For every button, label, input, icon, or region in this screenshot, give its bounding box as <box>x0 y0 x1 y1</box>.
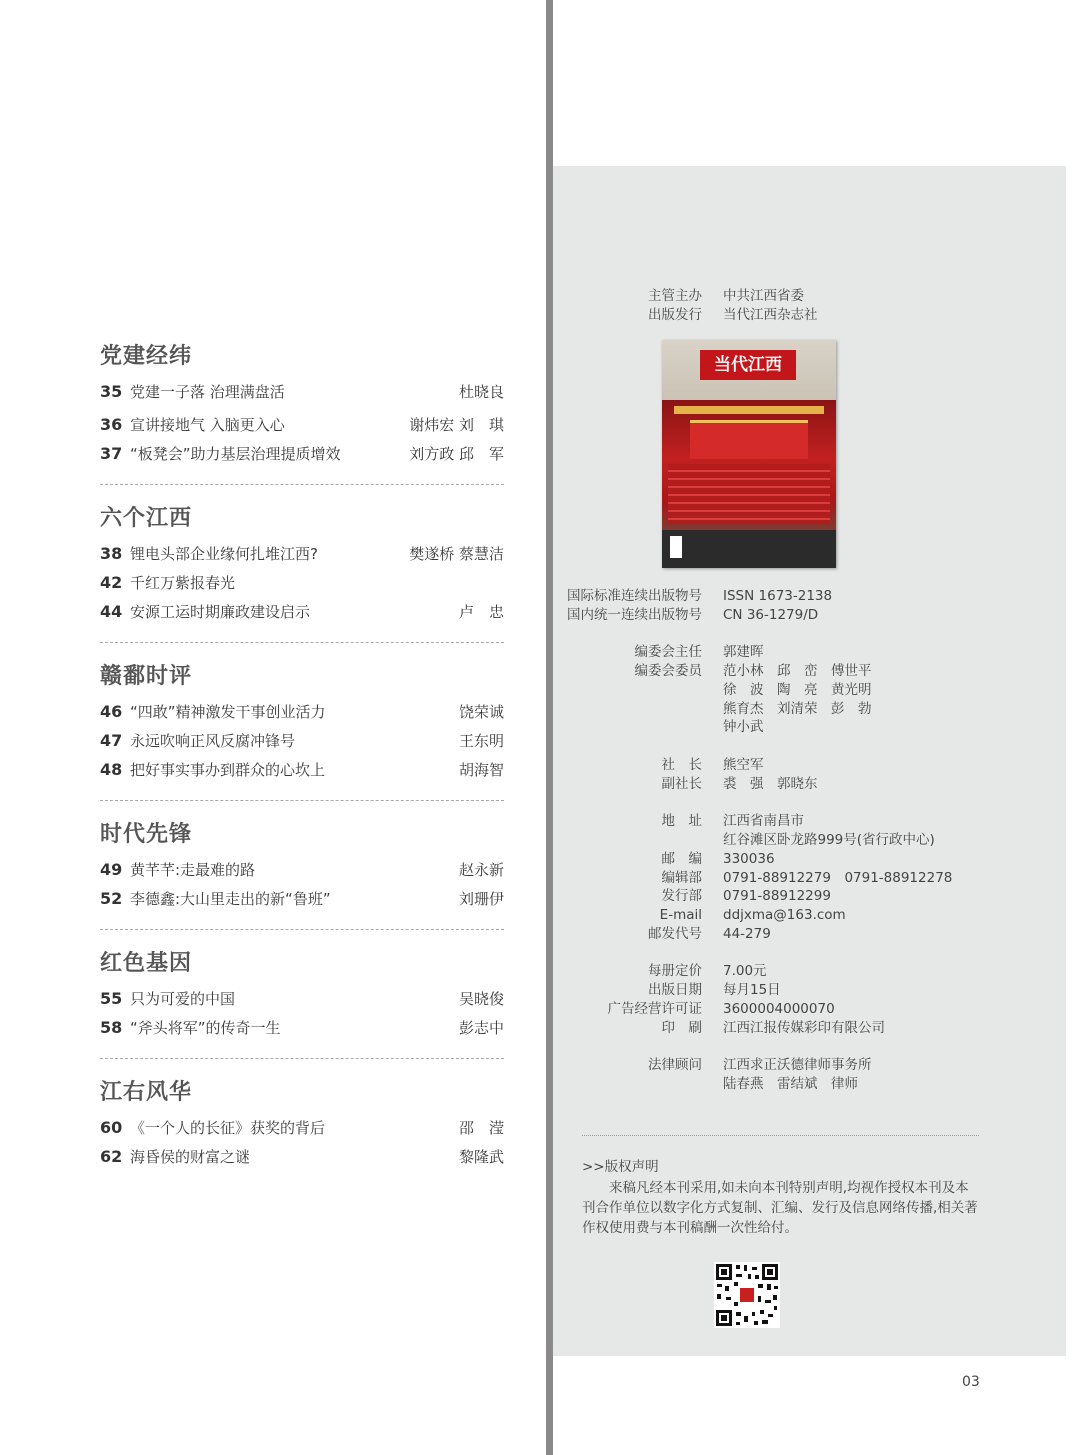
article-title: 黄芊芊:走最难的路 <box>130 861 256 879</box>
toc-entry[interactable] <box>100 1113 504 1142</box>
page-number: 44 <box>100 602 123 621</box>
email-link[interactable]: ddjxma@163.com <box>723 907 846 923</box>
table-of-contents <box>100 340 504 1171</box>
label: 副社长 <box>661 776 702 792</box>
value: 3600004000070 <box>723 1001 835 1017</box>
value: 330036 <box>723 851 775 867</box>
value: 江西江报传媒彩印有限公司 <box>723 1020 885 1036</box>
label: 印 刷 <box>661 1020 702 1036</box>
value: 陆春燕 雷结斌 律师 <box>723 1075 858 1092</box>
label: 出版发行 <box>648 307 702 323</box>
copyright-text: 来稿凡经本刊采用,如未向本刊特别声明,均视作授权本刊及本刊合作单位以数字化方式复制、汇编、发行及信息网络传播,相关著作权使用费与本刊稿酬一次性给付。 <box>582 1180 978 1236</box>
article-title: 安源工运时期廉政建设启示 <box>130 603 311 621</box>
toc-entry[interactable] <box>100 755 504 784</box>
value: 熊空军 <box>723 757 764 773</box>
article-title: 党建一子落 治理满盘活 <box>130 383 285 401</box>
label: 每册定价 <box>648 963 702 979</box>
label: 编委会委员 <box>634 663 702 679</box>
masthead-publisher <box>562 306 818 325</box>
article-title: 千红万紫报春光 <box>130 574 236 592</box>
masthead-address <box>562 812 935 850</box>
label: 主管主办 <box>648 288 702 304</box>
toc-entry[interactable] <box>100 439 504 468</box>
value: 熊育杰 刘清荣 彭 勃 <box>723 700 872 717</box>
article-author: 黎隆武 <box>458 1148 504 1166</box>
article-title: 锂电头部企业缘何扎堆江西? <box>130 545 318 563</box>
page-number: 48 <box>100 760 123 779</box>
article-author: 邵 滢 <box>458 1119 504 1137</box>
label: 社 长 <box>661 757 702 773</box>
section-divider <box>100 642 504 643</box>
masthead-sponsor <box>562 287 804 306</box>
value: 中共江西省委 <box>723 288 804 304</box>
value: 每月15日 <box>723 982 781 998</box>
article-title: 宣讲接地气 入脑更入心 <box>130 416 285 434</box>
value: 徐 波 陶 亮 黄光明 <box>723 681 872 698</box>
toc-entry[interactable] <box>100 884 504 913</box>
section-divider <box>100 929 504 930</box>
masthead-board-members <box>562 662 872 737</box>
section-divider <box>100 484 504 485</box>
page-number: 35 <box>100 382 123 401</box>
article-author: 樊遂桥 蔡慧洁 <box>409 545 504 563</box>
page-number: 46 <box>100 702 123 721</box>
article-title: 永远吹响正风反腐冲锋号 <box>130 732 296 750</box>
article-title: 李德鑫:大山里走出的新“鲁班” <box>130 890 331 908</box>
value: 江西省南昌市 <box>723 813 804 829</box>
masthead-president <box>562 756 764 775</box>
article-title: “板凳会”助力基层治理提质增效 <box>130 445 341 463</box>
article-author: 刘方政 邱 军 <box>409 445 504 463</box>
section-title: 赣鄱时评 <box>100 664 193 689</box>
page-number: 37 <box>100 444 123 463</box>
page-number: 42 <box>100 573 123 592</box>
toc-entry[interactable] <box>100 568 504 597</box>
article-title: “斧头将军”的传奇一生 <box>130 1019 281 1037</box>
page-gutter <box>546 0 553 1455</box>
page-number: 38 <box>100 544 123 563</box>
toc-entry[interactable] <box>100 697 504 726</box>
page-number: 52 <box>100 889 123 908</box>
label: 邮 编 <box>661 851 702 867</box>
article-title: 把好事实事办到群众的心坎上 <box>130 761 326 779</box>
section-title: 时代先锋 <box>100 822 193 847</box>
toc-entry[interactable] <box>100 597 504 626</box>
page-number: 49 <box>100 860 123 879</box>
toc-section <box>100 502 504 626</box>
article-author: 饶荣诚 <box>458 703 504 721</box>
qr-code-icon[interactable] <box>714 1262 780 1328</box>
value: 范小林 邱 峦 傅世平 <box>723 663 872 679</box>
toc-section <box>100 340 504 468</box>
masthead-issn <box>562 587 832 606</box>
label: 地 址 <box>661 813 702 829</box>
masthead-postal-code <box>562 925 771 944</box>
value: ISSN 1673-2138 <box>723 588 833 604</box>
copyright-heading: >>版权声明 <box>582 1159 659 1175</box>
page-number: 58 <box>100 1018 123 1037</box>
masthead-printer <box>562 1019 885 1038</box>
masthead-legal <box>562 1056 872 1094</box>
value: CN 36-1279/D <box>723 607 819 623</box>
article-author: 彭志中 <box>458 1019 504 1037</box>
section-title: 党建经纬 <box>100 344 193 369</box>
page-number: 03 <box>962 1374 980 1390</box>
value: 7.00元 <box>723 963 767 979</box>
label: 国内统一连续出版物号 <box>567 607 702 623</box>
article-author: 王东明 <box>458 732 504 750</box>
toc-entry[interactable] <box>100 539 504 568</box>
toc-entry[interactable] <box>100 855 504 884</box>
label: 编委会主任 <box>634 644 702 660</box>
value: 44-279 <box>723 926 771 942</box>
section-title: 红色基因 <box>100 951 193 976</box>
magazine-cover-image[interactable] <box>662 340 836 568</box>
page-number: 47 <box>100 731 123 750</box>
masthead-ad-license <box>562 1000 835 1019</box>
article-author: 谢炜宏 刘 琪 <box>409 416 504 434</box>
article-author: 刘珊伊 <box>458 890 504 908</box>
section-title: 六个江西 <box>100 506 193 531</box>
toc-entry[interactable] <box>100 1142 504 1171</box>
value: 0791-88912299 <box>723 888 831 904</box>
article-title: “四敢”精神激发干事创业活力 <box>130 703 326 721</box>
label: 发行部 <box>661 888 702 904</box>
value: 江西求正沃德律师事务所 <box>723 1057 872 1073</box>
article-author: 吴晓俊 <box>458 990 504 1008</box>
value: 0791-88912279 0791-88912278 <box>723 870 953 886</box>
masthead-cn <box>562 606 818 625</box>
page-number: 36 <box>100 415 123 434</box>
page-number: 62 <box>100 1147 123 1166</box>
section-divider <box>100 800 504 801</box>
article-title: 《一个人的长征》获奖的背后 <box>130 1119 326 1137</box>
dotted-divider <box>582 1135 979 1136</box>
page-number: 55 <box>100 989 123 1008</box>
value: 当代江西杂志社 <box>723 307 818 323</box>
value: 钟小武 <box>723 719 764 736</box>
masthead-price <box>562 962 767 981</box>
toc-entry[interactable] <box>100 984 504 1013</box>
toc-entry[interactable] <box>100 410 504 439</box>
label: 邮发代号 <box>648 926 702 942</box>
value: 裘 强 郭晓东 <box>723 776 818 792</box>
toc-entry[interactable] <box>100 726 504 755</box>
masthead-editorial <box>562 869 952 888</box>
page-number: 60 <box>100 1118 123 1137</box>
section-divider <box>100 1058 504 1059</box>
article-author: 赵永新 <box>458 861 504 879</box>
section-title: 江右风华 <box>100 1080 193 1105</box>
article-author: 卢 忠 <box>458 603 504 621</box>
value: 红谷滩区卧龙路999号(省行政中心) <box>723 831 935 848</box>
article-title: 海昏侯的财富之谜 <box>130 1148 251 1166</box>
toc-entry[interactable] <box>100 1013 504 1042</box>
toc-section <box>100 947 504 1042</box>
masthead-distribution <box>562 887 831 906</box>
cover-logo: 当代江西 <box>700 350 796 380</box>
toc-section <box>100 818 504 913</box>
label: 编辑部 <box>661 870 702 886</box>
label: 广告经营许可证 <box>607 1001 702 1017</box>
label: E-mail <box>659 907 702 923</box>
masthead-vice-president <box>562 775 818 794</box>
toc-entry[interactable] <box>100 377 504 406</box>
masthead-postcode <box>562 850 775 869</box>
label: 出版日期 <box>648 982 702 998</box>
value: 郭建晖 <box>723 644 764 660</box>
article-author: 胡海智 <box>458 761 504 779</box>
label: 法律顾问 <box>648 1057 702 1073</box>
article-title: 只为可爱的中国 <box>130 990 236 1008</box>
masthead-board-director <box>562 643 764 662</box>
article-author: 杜晓良 <box>458 383 504 401</box>
toc-section <box>100 1076 504 1171</box>
masthead-email <box>562 906 846 925</box>
masthead-date <box>562 981 781 1000</box>
toc-section <box>100 660 504 784</box>
label: 国际标准连续出版物号 <box>567 588 702 604</box>
